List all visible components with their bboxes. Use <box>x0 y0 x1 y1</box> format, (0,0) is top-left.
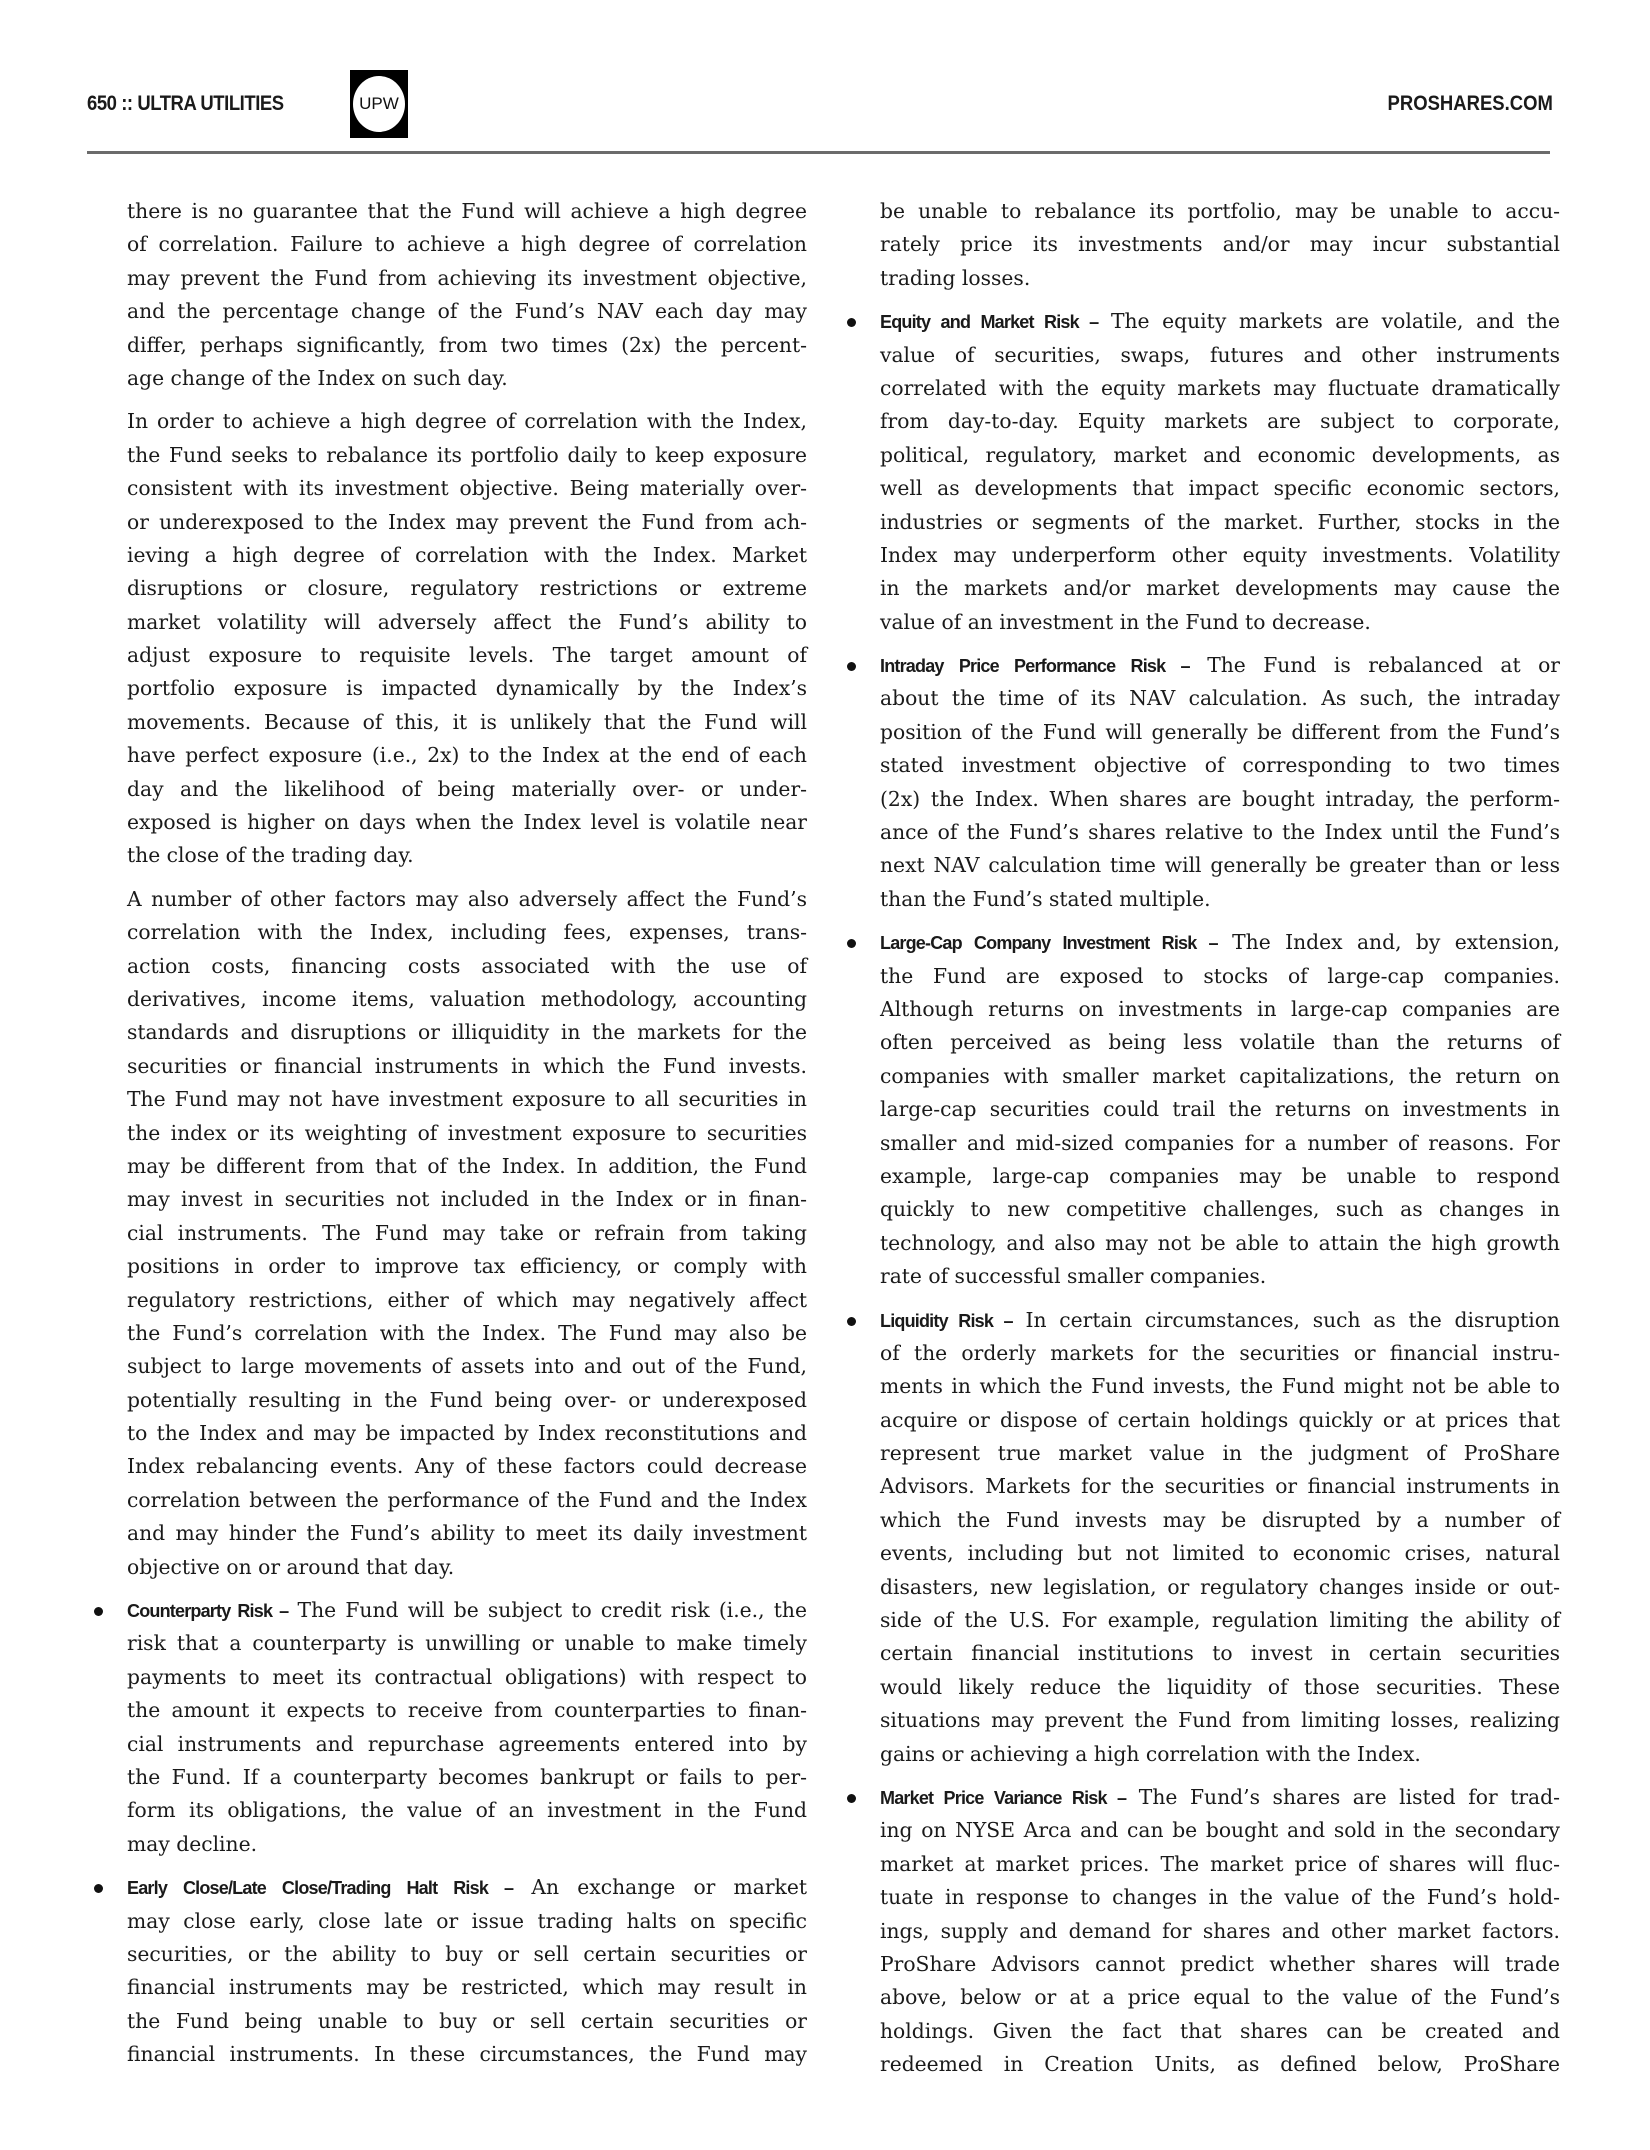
text-line: disasters, new legislation, or regulatory changes inside or out- <box>880 1574 1560 1599</box>
text-line: A number of other factors may also adversely affect the Fund’s <box>127 886 807 911</box>
text-line: standards and disruptions or illiquidity in the markets for the <box>127 1020 807 1045</box>
text-line: differ, perhaps significantly, from two times (2x) the percent- <box>127 332 807 357</box>
risk-text: The equity markets are volatile, and the <box>1098 309 1560 334</box>
text-line: example, large-cap companies may be unable to respond <box>880 1163 1560 1188</box>
text-line: market volatility will adversely affect the Fund’s ability to <box>127 609 807 634</box>
text-line: disruptions or closure, regulatory restrictions or extreme <box>127 576 807 601</box>
text-line: securities or financial instruments in which the Fund invests. <box>127 1053 807 1078</box>
risk-text: An exchange or market <box>513 1875 807 1900</box>
bullet-icon <box>847 939 856 948</box>
text-line: cial instruments. The Fund may take or refrain from taking <box>127 1220 807 1245</box>
text-line: represent true market value in the judgment of ProShare <box>880 1441 1560 1466</box>
text-line: movements. Because of this, it is unlikely that the Fund will <box>127 709 807 734</box>
text-line: about the time of its NAV calculation. As such, the intraday <box>880 686 1560 711</box>
text-line: position of the Fund will generally be different from the Fund’s <box>880 719 1560 744</box>
text-line: Index rebalancing events. Any of these factors could decrease <box>127 1454 807 1479</box>
left-column <box>127 195 807 2081</box>
text-line: above, below or at a price equal to the value of the Fund’s <box>880 1985 1560 2010</box>
text-line: gains or achieving a high correlation with the Index. <box>880 1741 1421 1766</box>
text-line: value of an investment in the Fund to decrease. <box>880 609 1371 634</box>
text-line: Although returns on investments in large-cap companies are <box>880 996 1560 1021</box>
bullet-icon <box>847 318 856 327</box>
text-line: of correlation. Failure to achieve a high degree of correlation <box>127 232 807 257</box>
text-line: trading losses. <box>880 265 1031 290</box>
bullet-icon <box>94 1884 103 1893</box>
text-line: the Fund being unable to buy or sell certain securities or <box>127 2008 807 2033</box>
text-line: the Fund. If a counterparty becomes bankrupt or fails to per- <box>127 1764 807 1789</box>
text-line: acquire or dispose of certain holdings quickly or at prices that <box>880 1407 1560 1432</box>
text-line: of the orderly markets for the securities or financial instru- <box>880 1340 1560 1365</box>
page-label: 650 :: ULTRA UTILITIES <box>87 92 284 115</box>
text-line <box>127 1871 807 1904</box>
text-line: potentially resulting in the Fund being over- or underexposed <box>127 1387 807 1412</box>
text-line: industries or segments of the market. Further, stocks in the <box>880 509 1560 534</box>
text-line: In order to achieve a high degree of correlation with the Index, <box>127 409 807 434</box>
text-line <box>880 1781 1560 1814</box>
text-line: subject to large movements of assets into and out of the Fund, <box>127 1354 807 1379</box>
site-link[interactable]: PROSHARES.COM <box>1387 92 1553 115</box>
text-line: rate of successful smaller companies. <box>880 1264 1267 1289</box>
text-line: form its obligations, the value of an investment in the Fund <box>127 1798 807 1823</box>
text-line: redeemed in Creation Units, as defined below, ProShare <box>880 2052 1560 2077</box>
text-line: to the Index and may be impacted by Index reconstitutions and <box>127 1421 807 1446</box>
text-line: positions in order to improve tax efficiency, or comply with <box>127 1254 807 1279</box>
risk-text: In certain circumstances, such as the disruption <box>1012 1307 1560 1332</box>
risk-term: Equity and Market Risk – <box>880 312 1099 333</box>
text-line: events, including but not limited to economic crises, natural <box>880 1541 1560 1566</box>
text-line: correlation between the performance of the Fund and the Index <box>127 1487 807 1512</box>
risk-text: The Index and, by extension, <box>1217 930 1560 955</box>
risk-term: Early Close/Late Close/Trading Halt Risk – <box>127 1878 514 1899</box>
risk-term: Large-Cap Company Investment Risk – <box>880 933 1218 954</box>
text-line: the Fund seeks to rebalance its portfolio daily to keep exposure <box>127 442 807 467</box>
text-line: political, regulatory, market and economic developments, as <box>880 442 1560 467</box>
risk-term: Liquidity Risk – <box>880 1310 1013 1331</box>
text-line: smaller and mid-sized companies for a number of reasons. For <box>880 1130 1560 1155</box>
text-line: age change of the Index on such day. <box>127 365 508 390</box>
text-line: ings, supply and demand for shares and other market factors. <box>880 1918 1560 1943</box>
text-line: quickly to new competitive challenges, such as changes in <box>880 1197 1560 1222</box>
text-line: may be different from that of the Index. In addition, the Fund <box>127 1153 807 1178</box>
text-line <box>880 305 1560 338</box>
text-line: value of securities, swaps, futures and other instruments <box>880 342 1560 367</box>
bullet-icon <box>847 1794 856 1803</box>
text-line: and the percentage change of the Fund’s NAV each day may <box>127 299 807 324</box>
fund-ticker-logo <box>350 70 408 138</box>
text-line: financial instruments may be restricted, which may result in <box>127 1975 807 2000</box>
bullet-icon <box>94 1607 103 1616</box>
text-line: well as developments that impact specific economic sectors, <box>880 476 1560 501</box>
risk-term: Intraday Price Performance Risk – <box>880 656 1190 677</box>
risk-term: Market Price Variance Risk – <box>880 1787 1127 1808</box>
text-line: tuate in response to changes in the value of the Fund’s hold- <box>880 1885 1560 1910</box>
risk-list-item <box>880 1304 1560 1771</box>
text-line <box>880 926 1560 959</box>
risk-text: The Fund’s shares are listed for trad- <box>1126 1784 1560 1809</box>
text-line: often perceived as being less volatile than the returns of <box>880 1030 1560 1055</box>
text-line: the index or its weighting of investment exposure to securities <box>127 1120 807 1145</box>
text-line: action costs, financing costs associated with the use of <box>127 953 807 978</box>
text-line: and may hinder the Fund’s ability to meet its daily investment <box>127 1521 807 1546</box>
text-line: cial instruments and repurchase agreements entered into by <box>127 1731 807 1756</box>
text-line: portfolio exposure is impacted dynamically by the Index’s <box>127 676 807 701</box>
text-line: or underexposed to the Index may prevent the Fund from ach- <box>127 509 807 534</box>
text-line: financial instruments. In these circumstances, the Fund may <box>127 2042 807 2067</box>
risk-text: The Fund will be subject to credit risk (i.e., the <box>288 1598 807 1623</box>
text-line: from day-to-day. Equity markets are subject to corporate, <box>880 409 1560 434</box>
text-line: certain financial institutions to invest in certain securities <box>880 1641 1560 1666</box>
text-line: next NAV calculation time will generally be greater than or less <box>880 853 1560 878</box>
text-line: stated investment objective of corresponding to two times <box>880 753 1560 778</box>
page-header <box>0 0 1650 160</box>
header-divider <box>87 151 1550 154</box>
text-line: side of the U.S. For example, regulation limiting the ability of <box>880 1608 1560 1633</box>
text-line: the close of the trading day. <box>127 843 414 868</box>
text-line: there is no guarantee that the Fund will achieve a high degree <box>127 199 807 223</box>
text-line: (2x) the Index. When shares are bought intraday, the perform- <box>880 786 1560 811</box>
text-line: correlation with the Index, including fees, expenses, trans- <box>127 920 807 945</box>
body-paragraph <box>127 405 807 872</box>
text-line: Advisors. Markets for the securities or financial instruments in <box>880 1474 1560 1499</box>
risk-list-item <box>880 1781 1560 2082</box>
text-line: payments to meet its contractual obligations) with respect to <box>127 1664 807 1689</box>
text-line: The Fund may not have investment exposure to all securities in <box>127 1087 807 1112</box>
text-line: companies with smaller market capitalizations, the return on <box>880 1063 1560 1088</box>
text-line: correlated with the equity markets may fluctuate dramatically <box>880 375 1560 400</box>
text-line: ProShare Advisors cannot predict whether shares will trade <box>880 1951 1560 1976</box>
text-line: the Fund’s correlation with the Index. The Fund may also be <box>127 1320 807 1345</box>
text-line: adjust exposure to requisite levels. The target amount of <box>127 643 807 668</box>
text-line: have perfect exposure (i.e., 2x) to the Index at the end of each <box>127 743 807 768</box>
body-paragraph <box>127 883 807 1584</box>
text-line: may invest in securities not included in the Index or in finan- <box>127 1187 807 1212</box>
text-line <box>880 1304 1560 1337</box>
text-line: regulatory restrictions, either of which may negatively affect <box>127 1287 807 1312</box>
body-paragraph <box>127 195 807 395</box>
text-line: the amount it expects to receive from counterparties to finan- <box>127 1698 807 1723</box>
text-line: ments in which the Fund invests, the Fund might not be able to <box>880 1374 1560 1399</box>
text-line: the Fund are exposed to stocks of large-cap companies. <box>880 963 1560 988</box>
text-line: ing on NYSE Arca and can be bought and sold in the secondary <box>880 1818 1560 1843</box>
text-line: ance of the Fund’s shares relative to the Index until the Fund’s <box>880 820 1560 845</box>
text-line <box>880 649 1560 682</box>
text-line: may decline. <box>127 1831 258 1856</box>
text-line: market at market prices. The market price of shares will fluc- <box>880 1851 1560 1876</box>
text-line: exposed is higher on days when the Index level is volatile near <box>127 810 807 835</box>
risk-list-item <box>880 305 1560 639</box>
risk-list-item <box>880 926 1560 1293</box>
risk-list-item <box>880 649 1560 916</box>
text-line: may close early, close late or issue trading halts on specific <box>127 1908 807 1933</box>
risk-list-item <box>127 1594 807 1861</box>
text-line: holdings. Given the fact that shares can be created and <box>880 2018 1560 2043</box>
text-line: which the Fund invests may be disrupted by a number of <box>880 1507 1560 1532</box>
risk-list-item <box>127 1871 807 2071</box>
text-line: Index may underperform other equity investments. Volatility <box>880 542 1560 567</box>
text-line: technology, and also may not be able to attain the high growth <box>880 1230 1560 1255</box>
text-line: risk that a counterparty is unwilling or unable to make timely <box>127 1631 807 1656</box>
text-line: ieving a high degree of correlation with the Index. Market <box>127 542 807 567</box>
text-line: situations may prevent the Fund from limiting losses, realizing <box>880 1708 1560 1733</box>
text-line: rately price its investments and/or may incur substantial <box>880 232 1560 257</box>
text-line: derivatives, income items, valuation methodology, accounting <box>127 986 807 1011</box>
text-line: large-cap securities could trail the returns on investments in <box>880 1097 1560 1122</box>
text-line: would likely reduce the liquidity of those securities. These <box>880 1674 1560 1699</box>
risk-text: The Fund is rebalanced at or <box>1189 653 1560 678</box>
ticker-badge: UPW <box>353 76 405 132</box>
text-line: be unable to rebalance its portfolio, may be unable to accu- <box>880 199 1560 223</box>
text-line: securities, or the ability to buy or sell certain securities or <box>127 1941 807 1966</box>
bullet-icon <box>847 1317 856 1326</box>
continued-paragraph <box>880 195 1560 295</box>
text-line: may prevent the Fund from achieving its investment objective, <box>127 265 807 290</box>
text-line: objective on or around that day. <box>127 1554 455 1579</box>
text-line: than the Fund’s stated multiple. <box>880 886 1211 911</box>
risk-term: Counterparty Risk – <box>127 1601 289 1622</box>
text-line: in the markets and/or market developments may cause the <box>880 576 1560 601</box>
text-line <box>127 1594 807 1627</box>
text-line: consistent with its investment objective. Being materially over- <box>127 476 807 501</box>
text-line: day and the likelihood of being materially over- or under- <box>127 776 807 801</box>
right-column <box>880 195 1560 2091</box>
bullet-icon <box>847 662 856 671</box>
